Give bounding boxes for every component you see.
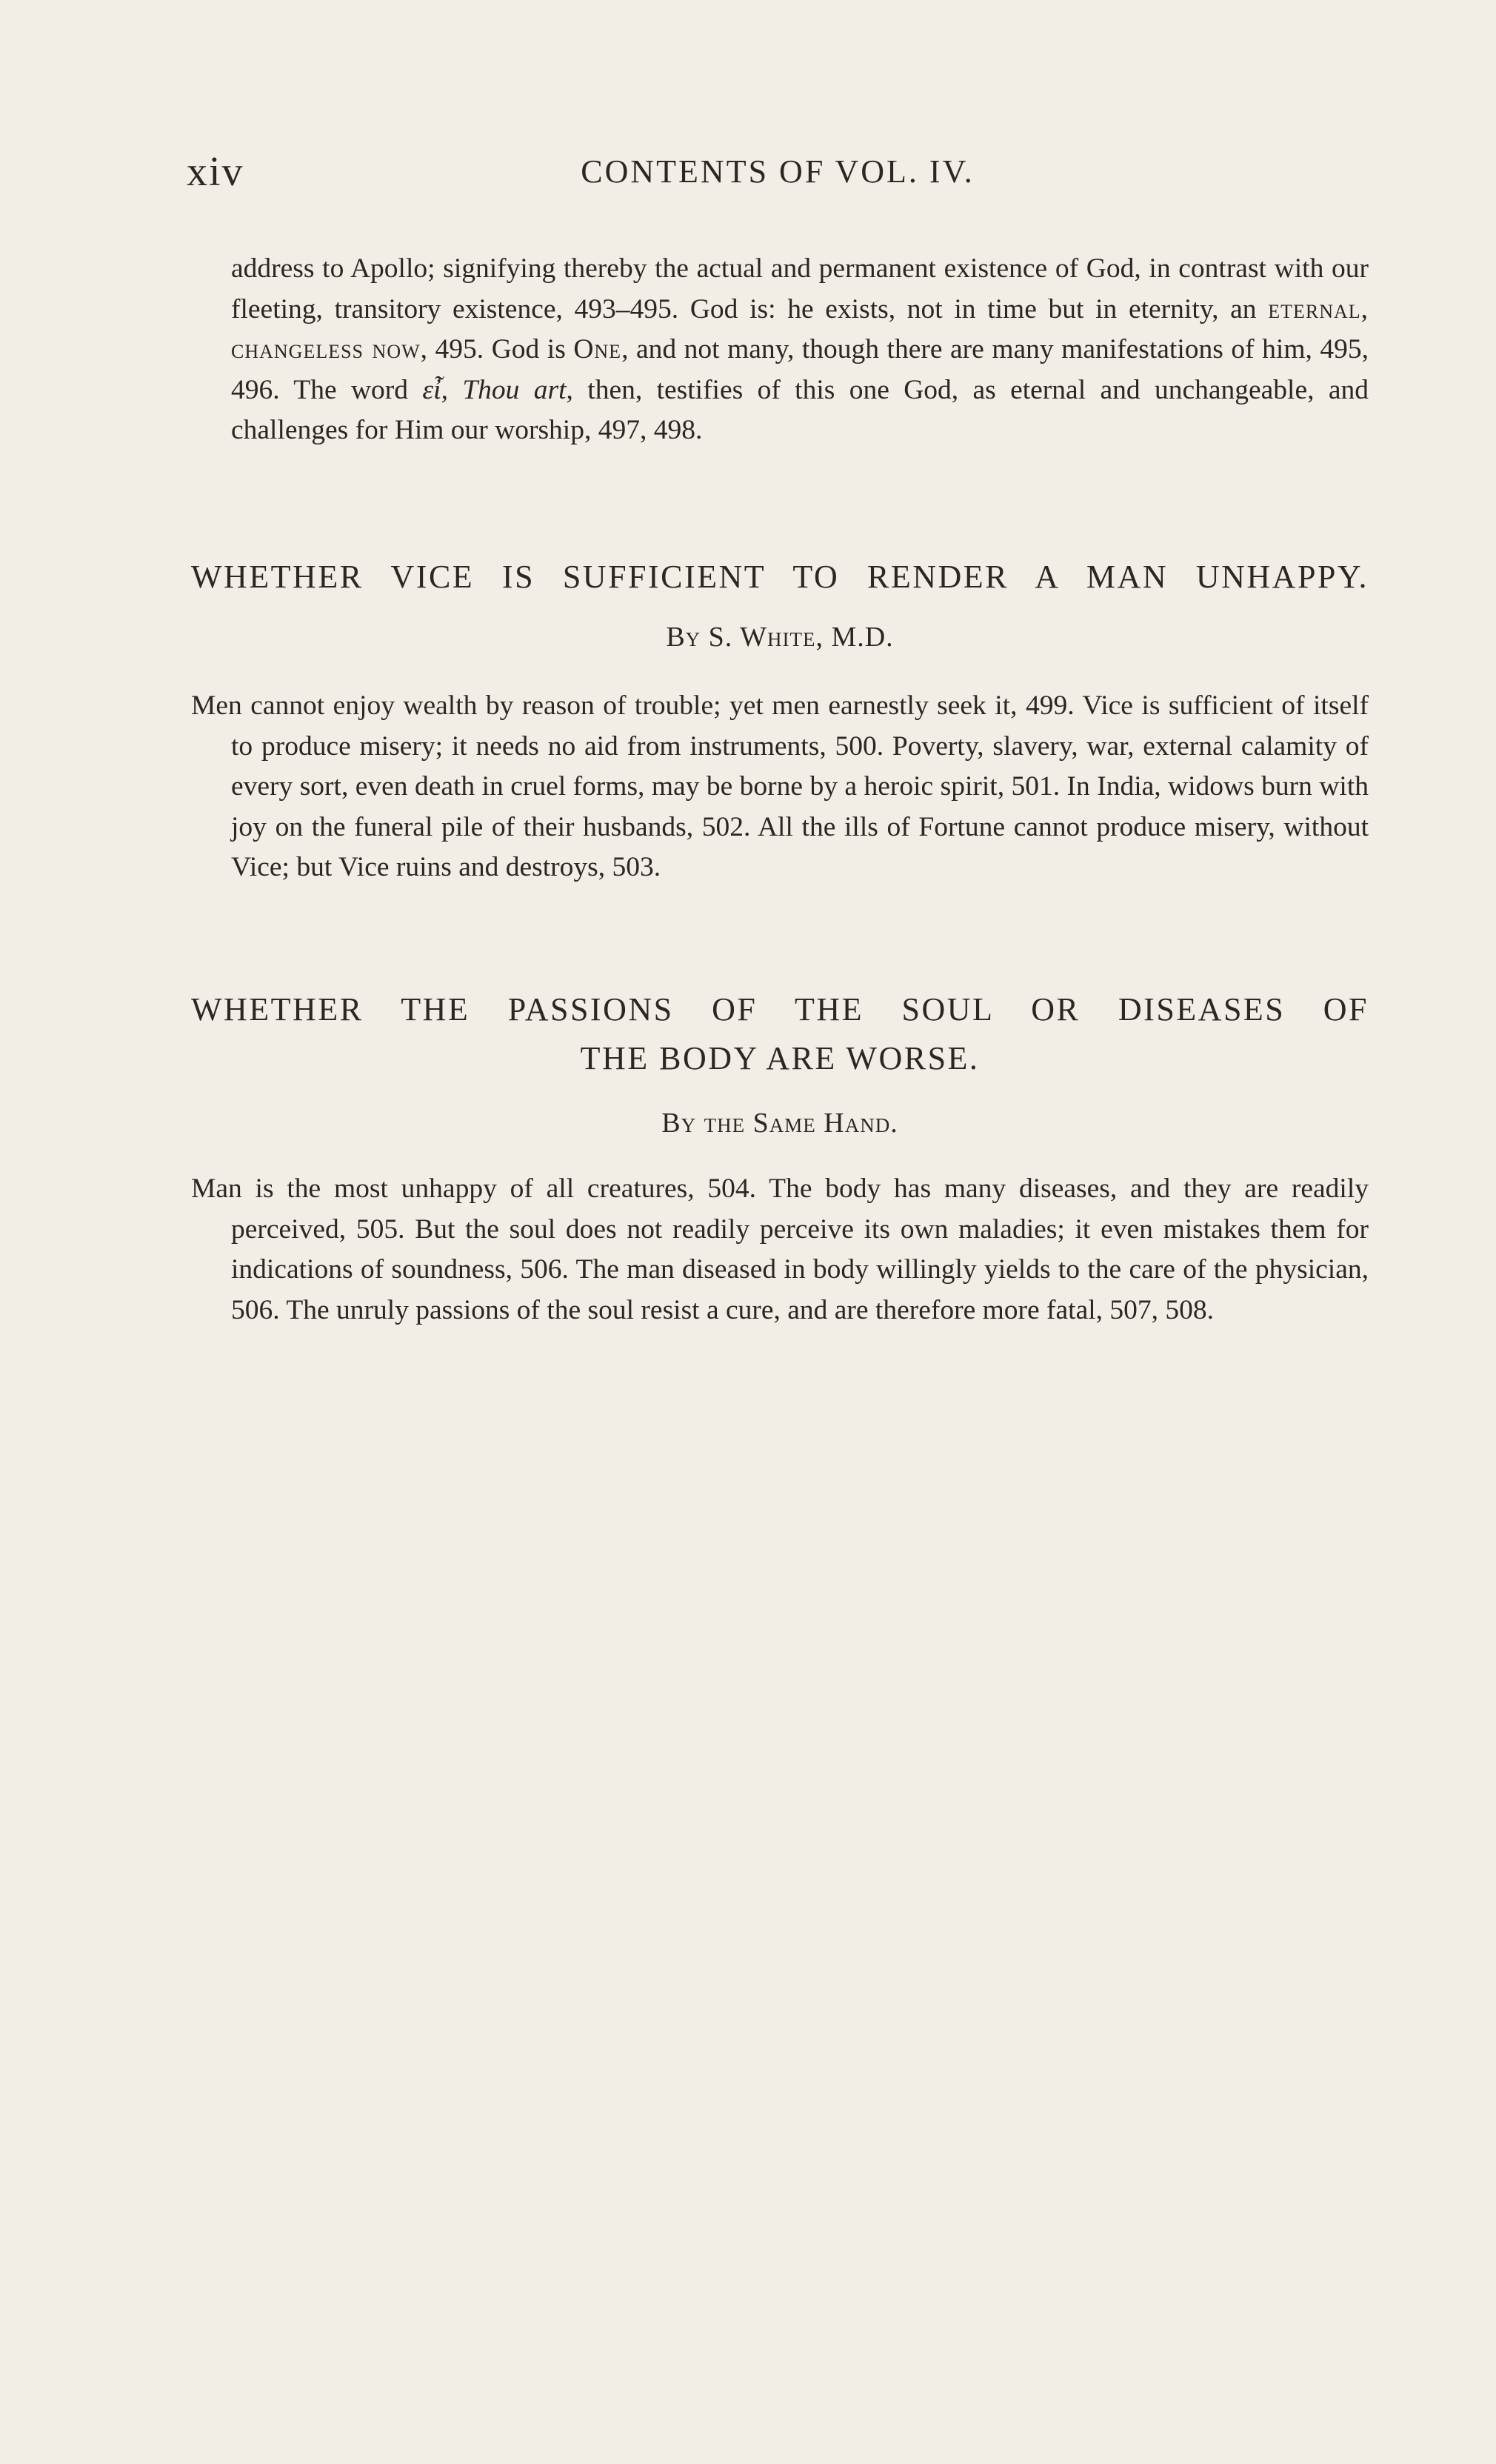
page-number: xiv — [187, 149, 244, 195]
section-1-title: WHETHER VICE IS SUFFICIENT TO RENDER A MAN UNHAPPY. — [191, 559, 1369, 595]
continuation-text-3: , and not many, though there are many manifestations of him, 495, 496. The word — [231, 334, 1369, 405]
continuation-smallcaps-1: eternal, changeless now — [231, 293, 1369, 364]
section-2-title — [191, 985, 1369, 1083]
section-1-summary — [191, 686, 1369, 888]
running-title: CONTENTS OF VOL. IV. — [581, 153, 975, 190]
continuation-text-1: address to Apollo; signifying thereby the actual and permanent existence of God, in contrast with our fleeting, transitory existence, 493–495. God is: he exists, not in time but in eternity, an — [231, 253, 1369, 324]
section-2-byline-text: By the Same Hand. — [661, 1108, 898, 1139]
continuation-smallcaps-2: One — [573, 334, 622, 364]
section-2-byline — [191, 1107, 1369, 1139]
section-1-byline — [191, 621, 1369, 653]
continuation-paragraph — [191, 249, 1369, 451]
section-2-title-line-1: WHETHER THE PASSIONS OF THE SOUL OR DISEASES OF — [191, 991, 1369, 1028]
continuation-text-4: , then, testifies of this one God, as eternal and unchangeable, and challenges for Him our worship, 497, 498. — [231, 374, 1369, 445]
section-2-summary — [191, 1169, 1369, 1331]
section-1-summary-text: Men cannot enjoy wealth by reason of trouble; yet men earnestly seek it, 499. Vice is sufficient of itself to produce misery; it needs no aid from instruments, 500. Poverty, slavery, war, external calamity of every sort, even death in cruel forms, may be borne by a heroic spirit, 501. In India, widows burn with joy on the funeral pile of their husbands, 502. All the ills of Fortune cannot produce misery, without Vice; but Vice ruins and destroys, 503. — [191, 690, 1369, 882]
continuation-text-2: , 495. God is — [420, 334, 574, 364]
running-head — [187, 148, 1369, 207]
section-2-summary-text: Man is the most unhappy of all creatures, 504. The body has many diseases, and they are readily perceived, 505. But the soul does not readily perceive its own maladies; it even mistakes them for indications of soundness, 506. The man diseased in body willingly yields to the care of the physician, 506. The unruly passions of the soul resist a cure, and are therefore more fatal, 507, 508. — [191, 1173, 1369, 1325]
section-2-title-line-2: THE BODY ARE WORSE. — [580, 1040, 980, 1076]
continuation-italic-1: εἶ, Thou art — [422, 374, 567, 405]
section-1-byline-text: By S. White, M.D. — [666, 622, 894, 653]
